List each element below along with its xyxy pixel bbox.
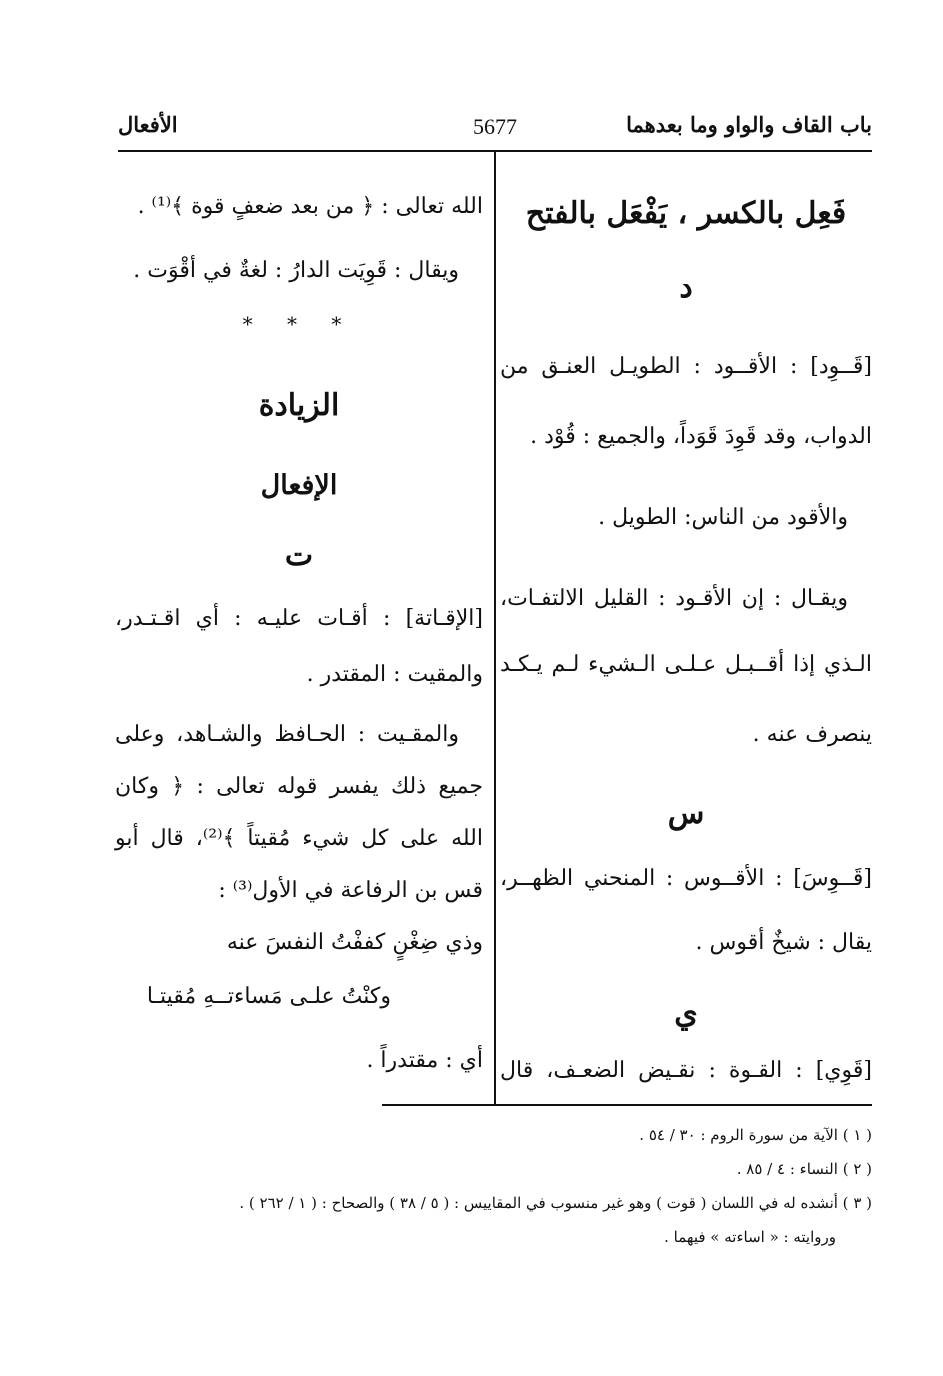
footnote-2: ( ٢ ) النساء : ٤ / ٨٥ . — [736, 1160, 872, 1178]
entry-yuqal-line-3: ينصرف عنه . — [752, 722, 872, 747]
entry-qawiyat-line: ويقال : قَوِيَت الدارُ : لغةٌ في أقْوَت . — [133, 258, 459, 283]
page-number: 5677 — [473, 114, 517, 139]
heading-ziyada: الزيادة — [258, 388, 340, 423]
explanation-line: أي : مقتدراً . — [366, 1048, 483, 1073]
section-heading: فَعِل بالكسر ، يَفْعَل بالفتح — [525, 196, 847, 231]
letter-heading-dal: د — [679, 270, 693, 305]
entry-muqit-line-3: الله على كل شيء مُقيتاً ﴾⁽²⁾، قال أبو — [115, 826, 483, 851]
heading-ifal: الإفعال — [260, 470, 338, 501]
entry-qawd-line-1: [قَــوِد] : الأقــود : الطويـل العنـق من — [500, 354, 872, 379]
verse-hemistich-2: وكنْتُ علـى مَساءتــهِ مُقيتـا — [146, 984, 391, 1009]
entry-qaws-line-1: [قَــوِسَ] : الأقــوس : المنحني الظهــر، — [500, 866, 872, 891]
entry-yuqal-line-1: ويقـال : إن الأقـود : القليل الالتفـات، — [500, 586, 848, 611]
footnote-3-continuation: وروايته : « اساءته » فيهما . — [664, 1228, 836, 1246]
verse-hemistich-1: وذي ضِغْنٍ كففْتُ النفسَ عنه — [226, 930, 483, 955]
footnote-rule — [382, 1104, 872, 1106]
chapter-title: باب القاف والواو وما بعدهما — [626, 112, 872, 137]
right-column — [500, 152, 872, 1102]
footnote-1: ( ١ ) الآية من سورة الروم : ٣٠ / ٥٤ . — [639, 1126, 872, 1144]
letter-heading-ya: ي — [674, 996, 698, 1031]
left-column — [115, 152, 483, 1102]
entry-muqit-line-2: جميع ذلك يفسر قوله تعالى : ﴿ وكان — [115, 774, 483, 799]
entry-yuqal-line-2: الـذي إذا أقــبـل عـلـى الـشيء لـم يـكـد — [500, 652, 872, 677]
entry-qaws-line-2: يقال : شيخٌ أقوس . — [695, 930, 872, 955]
quran-quote-line: الله تعالى : ﴿ من بعد ضعفٍ قوة ﴾⁽¹⁾ . — [137, 194, 483, 219]
section-title: الأفعال — [118, 112, 178, 137]
entry-qawiy-line: [قَوِي] : القـوة : نقـيض الضعـف، قال — [500, 1058, 872, 1083]
entry-qawd-line-2: الدواب، وقد قَوِدَ قَوَداً، والجميع : قُوْد . — [530, 424, 872, 449]
entry-iqata-line-2: والمقيت : المقتدر . — [306, 662, 483, 687]
entry-aqwad-line: والأقود من الناس: الطويل . — [598, 505, 848, 530]
letter-heading-ta: ت — [284, 538, 314, 573]
entry-muqit-line-4: قس بن الرفاعة في الأول⁽³⁾ : — [218, 878, 483, 903]
letter-heading-sin: س — [667, 796, 705, 831]
footnote-3: ( ٣ ) أنشده له في اللسان ( قوت ) وهو غير منسوب في المقاييس : ( ٥ / ٣٨ ) والصحاح : ( ١ / ٢٦٢ ) . — [239, 1194, 872, 1212]
section-separator-stars: * * * — [242, 312, 356, 336]
entry-iqata-line-1: [الإقـاتة] : أقـات عليـه : أي اقـتـدر، — [115, 606, 483, 631]
page-header — [118, 108, 872, 150]
column-divider — [494, 152, 496, 1104]
entry-muqit-line-1: والمقـيت : الحـافظ والشـاهد، وعلى — [115, 722, 459, 747]
